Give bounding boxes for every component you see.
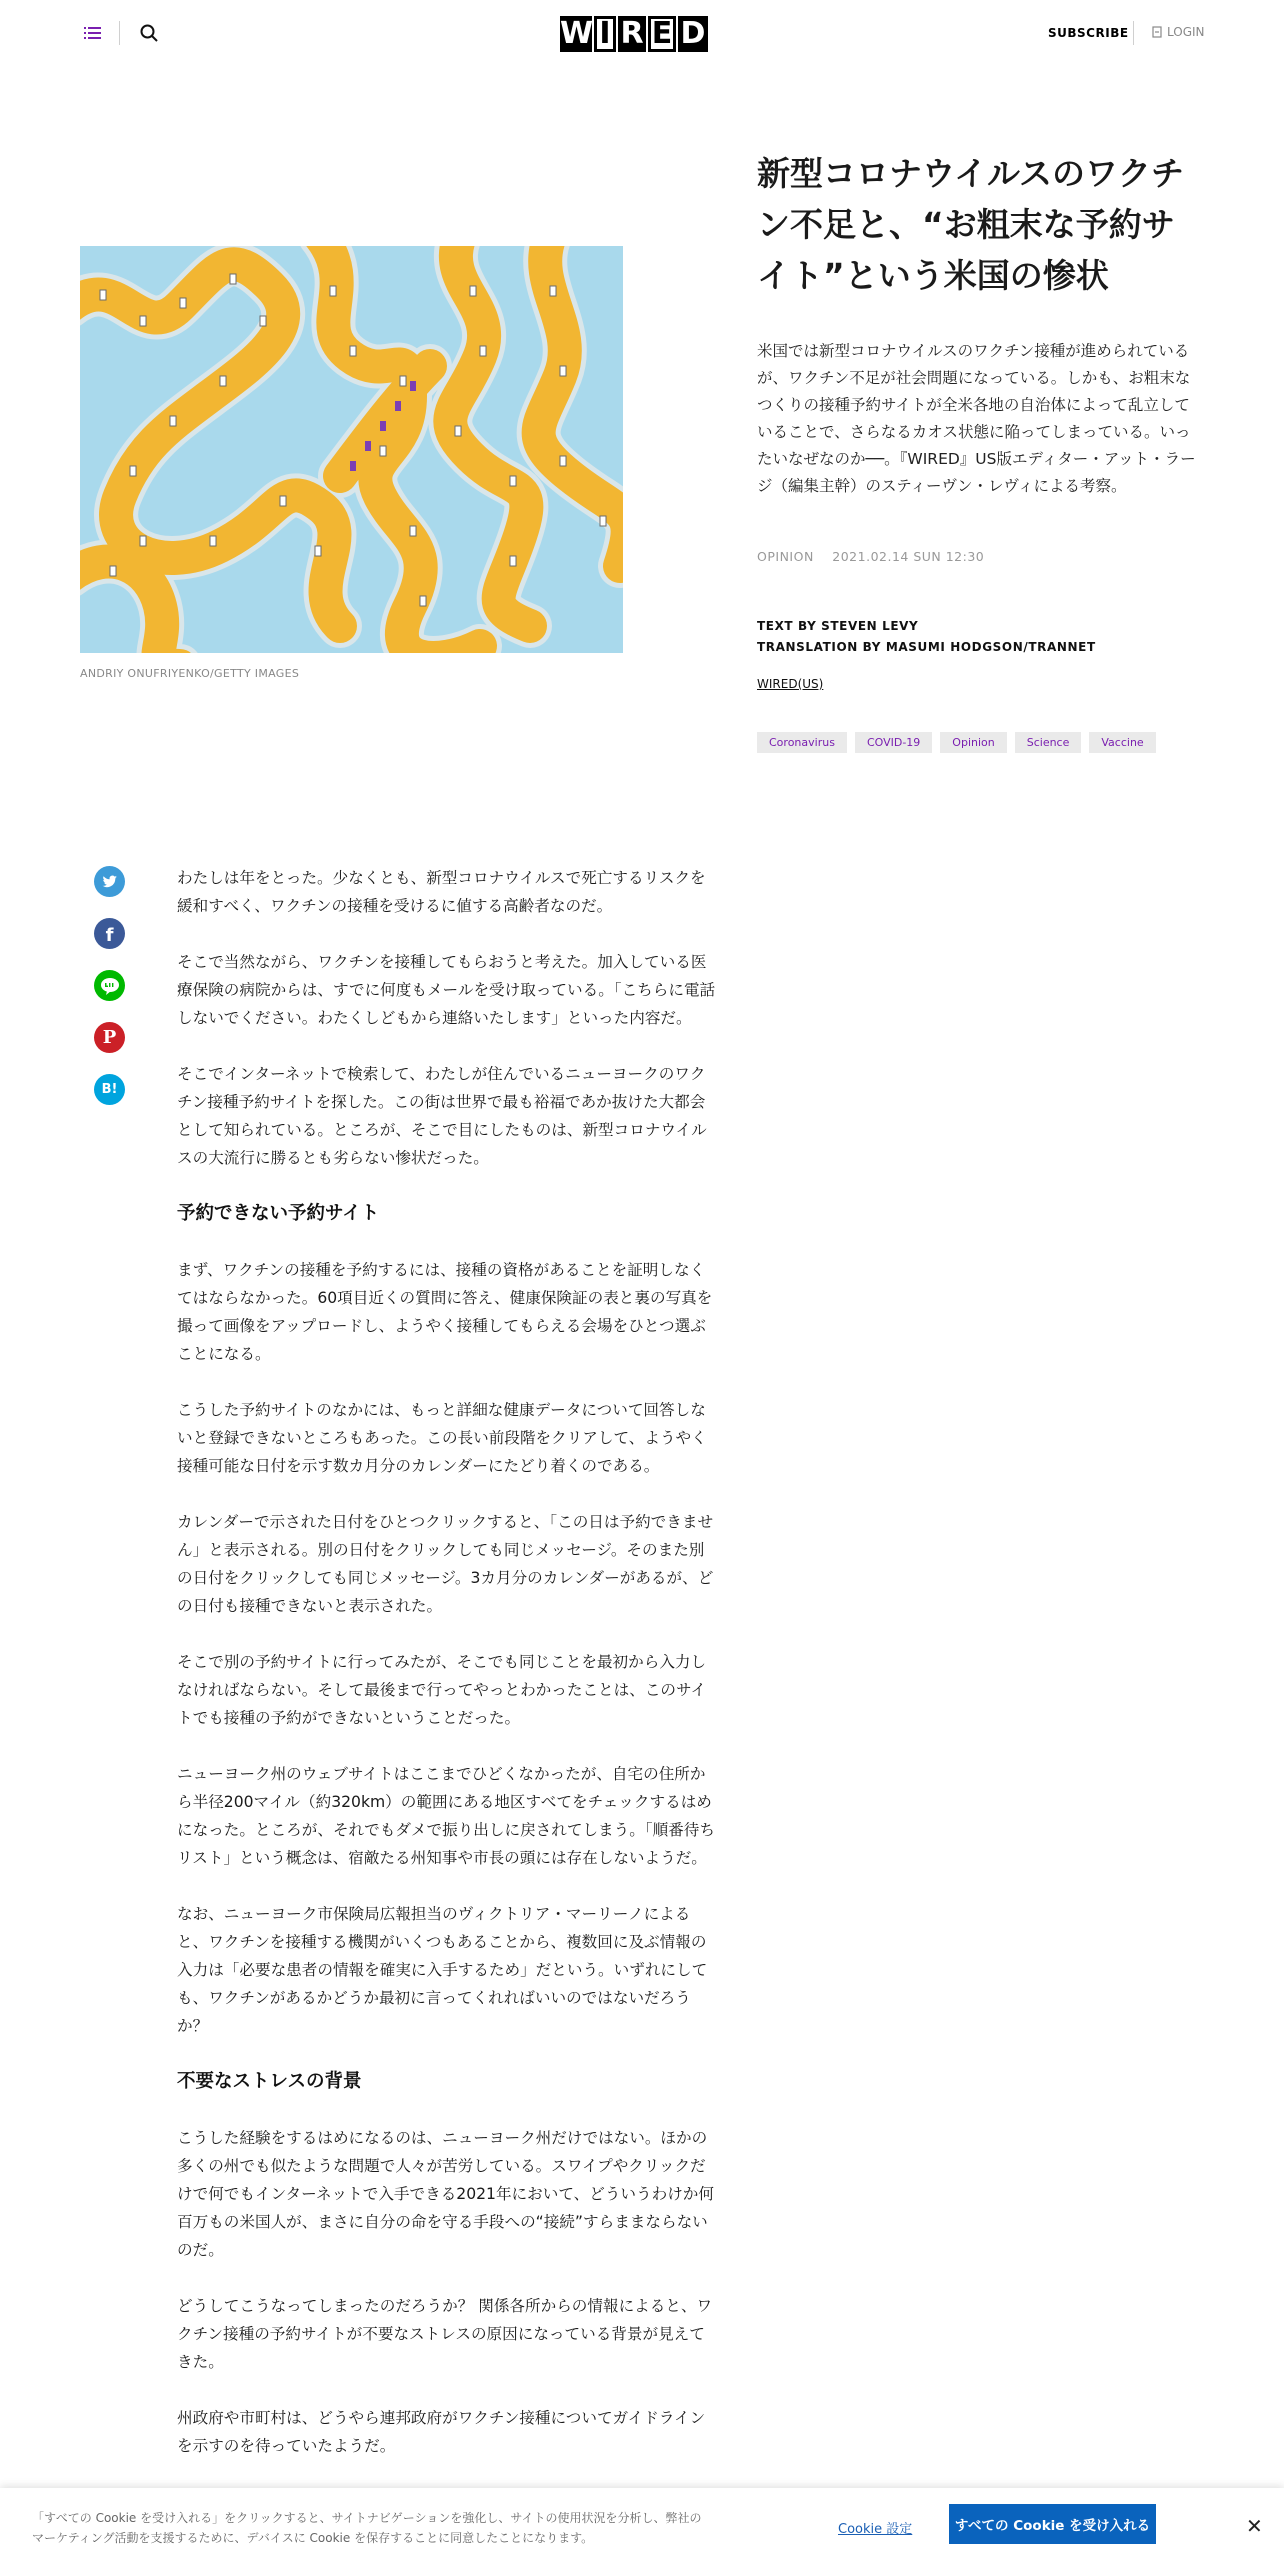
section-heading: 予約できない予約サイト	[177, 1203, 380, 1224]
article-dek: 米国では新型コロナウイルスのワクチン接種が進められているが、ワクチン不足が社会問題になっている。しかも、お粗末なつくりの接種予約サイトが全米各地の自治体によって乱立していることで、さらなるカオス状態に陥ってしまっている。いったいなぜなのか──。『WIRED』US版エディター・アット・ラージ（編集主幹）のスティーヴン・レヴィによる考察。	[757, 342, 1196, 495]
menu-icon[interactable]	[82, 22, 104, 44]
hero-image	[80, 246, 623, 653]
site-header	[0, 0, 1284, 66]
tag-opinion[interactable]: Opinion	[940, 732, 1006, 753]
login-icon	[1152, 26, 1162, 38]
hatena-label: B!	[101, 1082, 118, 1097]
tag-covid-19[interactable]: COVID-19	[855, 732, 932, 753]
article-body	[177, 864, 717, 2488]
paragraph: 州政府や市町村は、どうやら連邦政府がワクチン接種についてガイドラインを示すのを待っていたようだ。	[177, 2409, 706, 2455]
twitter-share-icon[interactable]	[94, 866, 125, 897]
line-share-icon[interactable]	[94, 970, 125, 1001]
search-icon[interactable]	[138, 22, 160, 44]
paragraph: こうした経験をするはめになるのは、ニューヨーク州だけではない。ほかの多くの州でも似たような問題で人々が苦労している。スワイプやクリックだけで何でもインターネットで入手できる2021年において、どういうわけか何百万もの米国人が、まさに自分の命を守る手段への“接続”すらままならないのだ。	[177, 2129, 714, 2259]
tag-coronavirus[interactable]: Coronavirus	[757, 732, 847, 753]
article-meta	[757, 549, 984, 564]
paragraph: そこでインターネットで検索して、わたしが住んでいるニューヨークのワクチン接種予約サイトを探した。この街は世界で最も裕福であか抜けた大都会として知られている。ところが、そこで目にしたものは、新型コロナウイルスの大流行に勝るとも劣らない惨状だった。	[177, 1065, 707, 1167]
paragraph: こうした予約サイトのなかには、もっと詳細な健康データについて回答しないと登録できないところもあった。この長い前段階をクリアして、ようやく接種可能な日付を示す数カ月分のカレンダーにたどり着くのである。	[177, 1401, 707, 1475]
accept-cookies-button[interactable]: すべての Cookie を受け入れる	[949, 2504, 1156, 2544]
paragraph: カレンダーで示された日付をひとつクリックすると、「この日は予約できません」と表示される。別の日付をクリックしても同じメッセージ。そのまた別の日付をクリックしても同じメッセージ。3カ月分のカレンダーがあるが、どの日付も接種できないと表示された。	[177, 1513, 714, 1615]
credit-author: TEXT BY STEVEN LEVY	[757, 619, 919, 633]
source-link[interactable]: WIRED(US)	[757, 677, 824, 691]
paragraph: そこで別の予約サイトに行ってみたが、そこでも同じことを最初から入力しなければならない。そして最後まで行ってやっとわかったことは、このサイトでも接種の予約ができないということだった。	[177, 1653, 707, 1727]
paragraph: なお、ニューヨーク市保険局広報担当のヴィクトリア・マーリーノによると、ワクチンを接種する機関がいくつもあることから、複数回に及ぶ情報の入力は「必要な患者の情報を確実に入手するため」だという。いずれにしても、ワクチンがあるかどうか最初に言ってくれればいいのではないだろうか？	[177, 1905, 708, 2035]
tag-list	[757, 732, 1156, 753]
tag-vaccine[interactable]: Vaccine	[1089, 732, 1155, 753]
logo-letter: R	[618, 16, 646, 52]
paragraph: ニューヨーク州のウェブサイトはここまでひどくなかったが、自宅の住所から半径200マイル（約320km）の範囲にある地区すべてをチェックするはめになった。ところが、それでもダメで振り出しに戻されてしまう。「順番待ちリスト」という概念は、宿敵たる州知事や市長の頭には存在しないようだ。	[177, 1765, 715, 1867]
hatena-bookmark-icon[interactable]	[94, 1074, 125, 1105]
cookie-text: 「すべての Cookie を受け入れる」をクリックすると、サイトナビゲーションを強化し、サイトの使用状況を分析し、弊社のマーケティング活動を支援するために、デバイスに Cookie を保存することに同意したことになります。	[32, 2511, 702, 2545]
header-divider	[1133, 21, 1134, 45]
paragraph: どうしてこうなってしまったのだろうか？ 関係各所からの情報によると、ワクチン接種の予約サイトが不要なストレスの原因になっている背景が見えてきた。	[177, 2297, 713, 2371]
facebook-share-icon[interactable]: f	[94, 918, 125, 949]
wired-logo[interactable]	[560, 16, 708, 52]
article-credits	[757, 616, 1096, 658]
article-title: 新型コロナウイルスのワクチン不足と、“お粗末な予約サイト”という米国の惨状	[757, 154, 1185, 295]
logo-letter: D	[678, 16, 708, 52]
credit-translator: TRANSLATION BY MASUMI HODGSON/TRANNET	[757, 640, 1096, 654]
logo-letter: W	[560, 16, 594, 51]
login-label: LOGIN	[1167, 25, 1205, 39]
close-icon[interactable]: ✕	[1246, 2514, 1263, 2538]
cookie-settings-link[interactable]: Cookie 設定	[838, 2522, 913, 2537]
publish-date: 2021.02.14 SUN 12:30	[832, 549, 985, 564]
cookie-banner	[0, 2488, 1284, 2568]
login-link[interactable]	[1152, 25, 1205, 39]
paragraph: まず、ワクチンの接種を予約するには、接種の資格があることを証明しなくてはならなかった。60項目近くの質問に答え、健康保険証の表と裏の写真を撮って画像をアップロードし、ようやく接種してもらえる会場をひとつ選ぶことになる。	[177, 1261, 713, 1363]
paragraph: そこで当然ながら、ワクチンを接種してもらおうと考えた。加入している医療保険の病院からは、すでに何度もメールを受け取っている。「こちらに電話しないでください。わたくしどもから連絡いたします」といった内容だ。	[177, 953, 716, 1027]
logo-letter: E	[648, 16, 676, 52]
image-caption: ANDRIY ONUFRIYENKO/GETTY IMAGES	[80, 667, 300, 680]
subscribe-link[interactable]: SUBSCRIBE	[1048, 26, 1129, 40]
category-label[interactable]: OPINION	[757, 549, 814, 564]
pinterest-share-icon[interactable]: P	[94, 1022, 125, 1053]
tag-science[interactable]: Science	[1015, 732, 1082, 753]
header-divider	[119, 21, 120, 45]
section-heading: 不要なストレスの背景	[177, 2071, 362, 2092]
logo-letter: I	[594, 16, 616, 52]
paragraph: わたしは年をとった。少なくとも、新型コロナウイルスで死亡するリスクを緩和すべく、ワクチンの接種を受けるに値する高齢者なのだ。	[177, 869, 706, 915]
